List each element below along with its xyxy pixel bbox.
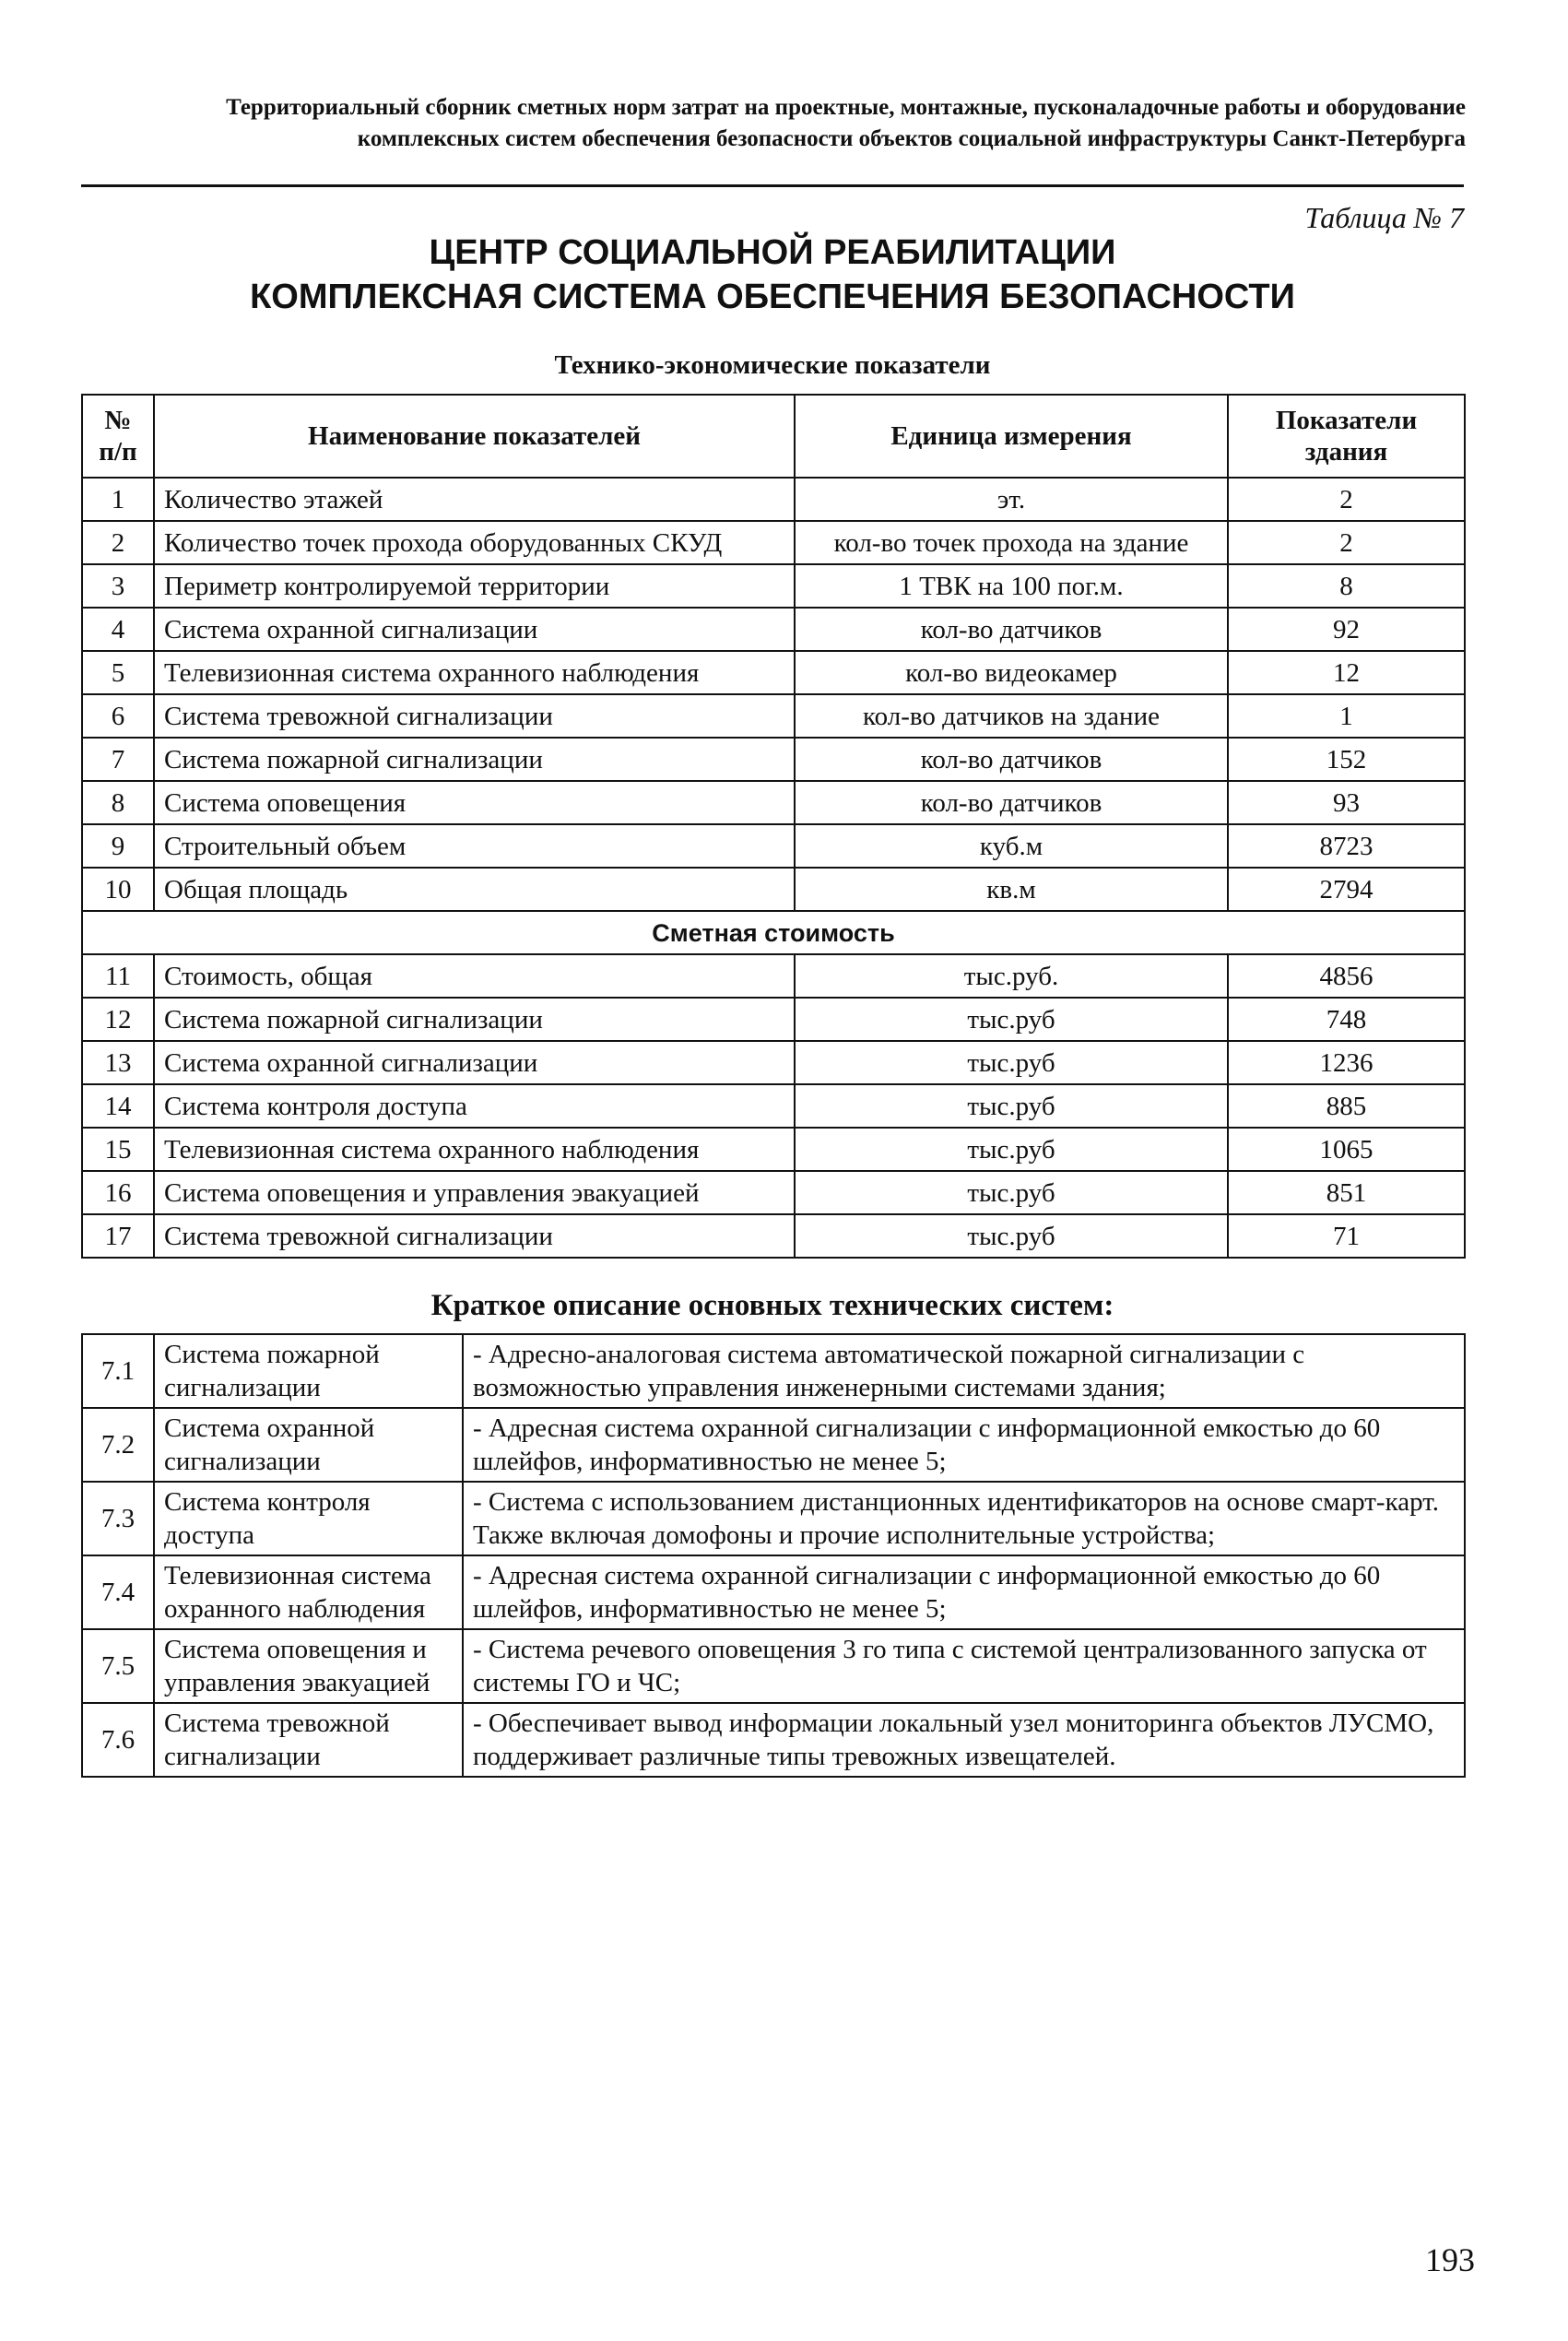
- unit-of-measure: тыс.руб.: [795, 954, 1228, 998]
- cost-row: [82, 1041, 1465, 1084]
- description-title: Краткое описание основных технических систем:: [430, 1289, 1114, 1322]
- col-header-num-line1: №: [104, 406, 132, 435]
- unit-of-measure: тыс.руб: [795, 1084, 1228, 1128]
- indicator-name: Система тревожной сигнализации: [154, 1214, 795, 1258]
- row-number: 3: [82, 564, 154, 608]
- unit-of-measure: кол-во датчиков: [795, 781, 1228, 824]
- indicator-value: 8723: [1228, 824, 1465, 868]
- indicator-row: [82, 608, 1465, 651]
- indicator-name: Строительный объем: [154, 824, 795, 868]
- indicator-name: Телевизионная система охранного наблюдения: [154, 651, 795, 694]
- description-row: [82, 1408, 1465, 1482]
- col-header-num-line2: п/п: [99, 437, 137, 467]
- system-description: - Система с использованием дистанционных идентификаторов на основе смарт-карт. Также включая домофоны и прочие исполнительные устройства;: [463, 1482, 1465, 1555]
- unit-of-measure: кол-во датчиков: [795, 608, 1228, 651]
- indicator-value: 2: [1228, 478, 1465, 521]
- description-number: 7.1: [82, 1334, 154, 1408]
- row-number: 8: [82, 781, 154, 824]
- unit-of-measure: кол-во точек прохода на здание: [795, 521, 1228, 564]
- indicator-row: [82, 824, 1465, 868]
- unit-of-measure: куб.м: [795, 824, 1228, 868]
- row-number: 12: [82, 998, 154, 1041]
- col-header-unit: Единица измерения: [795, 395, 1228, 478]
- indicator-row: [82, 738, 1465, 781]
- unit-of-measure: тыс.руб: [795, 998, 1228, 1041]
- indicator-value: 885: [1228, 1084, 1465, 1128]
- indicator-value: 1236: [1228, 1041, 1465, 1084]
- system-description: - Обеспечивает вывод информации локальный узел мониторинга объектов ЛУСМО, поддерживает различные типы тревожных извещателей.: [463, 1703, 1465, 1777]
- system-description: - Система речевого оповещения 3 го типа с системой централизованного запуска от системы ГО и ЧС;: [463, 1629, 1465, 1703]
- system-name: Система оповещения и управления эвакуацией: [154, 1629, 463, 1703]
- indicator-value: 2: [1228, 521, 1465, 564]
- indicator-row: [82, 781, 1465, 824]
- col-header-num: [82, 395, 154, 478]
- indicator-name: Система охранной сигнализации: [154, 1041, 795, 1084]
- col-header-value-line1: Показатели: [1275, 406, 1418, 435]
- indicator-value: 12: [1228, 651, 1465, 694]
- header-rule: [81, 184, 1464, 187]
- unit-of-measure: тыс.руб: [795, 1171, 1228, 1214]
- indicator-name: Система пожарной сигнализации: [154, 738, 795, 781]
- unit-of-measure: кол-во датчиков: [795, 738, 1228, 781]
- table-number: Таблица № 7: [1304, 201, 1464, 234]
- cost-row: [82, 998, 1465, 1041]
- table-subtitle: Технико-экономические показатели: [554, 350, 991, 380]
- indicator-value: 152: [1228, 738, 1465, 781]
- indicator-value: 1: [1228, 694, 1465, 738]
- col-header-value-line2: здания: [1304, 437, 1388, 467]
- indicator-name: Система охранной сигнализации: [154, 608, 795, 651]
- indicator-row: [82, 521, 1465, 564]
- unit-of-measure: кв.м: [795, 868, 1228, 911]
- system-name: Система пожарной сигнализации: [154, 1334, 463, 1408]
- indicator-value: 748: [1228, 998, 1465, 1041]
- indicator-row: [82, 868, 1465, 911]
- indicator-row: [82, 694, 1465, 738]
- indicators-table: [81, 394, 1466, 1259]
- indicator-value: 4856: [1228, 954, 1465, 998]
- indicator-row: [82, 478, 1465, 521]
- indicator-row: [82, 564, 1465, 608]
- cost-row: [82, 954, 1465, 998]
- description-number: 7.4: [82, 1555, 154, 1629]
- row-number: 15: [82, 1128, 154, 1171]
- indicator-name: Система оповещения: [154, 781, 795, 824]
- description-row: [82, 1555, 1465, 1629]
- indicator-name: Телевизионная система охранного наблюдения: [154, 1128, 795, 1171]
- description-row: [82, 1482, 1465, 1555]
- indicator-name: Система контроля доступа: [154, 1084, 795, 1128]
- indicator-row: [82, 651, 1465, 694]
- row-number: 2: [82, 521, 154, 564]
- system-description: - Адресная система охранной сигнализации с информационной емкостью до 60 шлейфов, информативностью не менее 5;: [463, 1555, 1465, 1629]
- running-header: [83, 92, 1466, 155]
- col-header-name: Наименование показателей: [154, 395, 795, 478]
- indicator-name: Стоимость, общая: [154, 954, 795, 998]
- row-number: 6: [82, 694, 154, 738]
- indicator-value: 8: [1228, 564, 1465, 608]
- unit-of-measure: 1 ТВК на 100 пог.м.: [795, 564, 1228, 608]
- indicator-value: 2794: [1228, 868, 1465, 911]
- title-line-2: КОМПЛЕКСНАЯ СИСТЕМА ОБЕСПЕЧЕНИЯ БЕЗОПАСНОСТИ: [250, 278, 1295, 316]
- row-number: 13: [82, 1041, 154, 1084]
- system-name: Система охранной сигнализации: [154, 1408, 463, 1482]
- indicators-header-row: [82, 395, 1465, 478]
- description-row: [82, 1703, 1465, 1777]
- system-description: - Адресная система охранной сигнализации с информационной емкостью до 60 шлейфов, информативностью не менее 5;: [463, 1408, 1465, 1482]
- indicator-name: Периметр контролируемой территории: [154, 564, 795, 608]
- page-number: 193: [1425, 2241, 1475, 2278]
- unit-of-measure: тыс.руб: [795, 1128, 1228, 1171]
- row-number: 1: [82, 478, 154, 521]
- indicator-name: Количество точек прохода оборудованных СКУД: [154, 521, 795, 564]
- cost-row: [82, 1128, 1465, 1171]
- page-title: [81, 231, 1464, 319]
- col-header-value: [1228, 395, 1465, 478]
- row-number: 10: [82, 868, 154, 911]
- row-number: 16: [82, 1171, 154, 1214]
- indicator-name: Количество этажей: [154, 478, 795, 521]
- indicator-value: 851: [1228, 1171, 1465, 1214]
- title-line-1: ЦЕНТР СОЦИАЛЬНОЙ РЕАБИЛИТАЦИИ: [429, 233, 1116, 272]
- indicator-name: Система тревожной сигнализации: [154, 694, 795, 738]
- unit-of-measure: тыс.руб: [795, 1214, 1228, 1258]
- system-name: Система контроля доступа: [154, 1482, 463, 1555]
- header-line-1: Территориальный сборник сметных норм затрат на проектные, монтажные, пусконаладочные работы и оборудование: [226, 95, 1466, 120]
- description-row: [82, 1334, 1465, 1408]
- indicator-value: 71: [1228, 1214, 1465, 1258]
- description-number: 7.6: [82, 1703, 154, 1777]
- row-number: 11: [82, 954, 154, 998]
- row-number: 9: [82, 824, 154, 868]
- description-number: 7.2: [82, 1408, 154, 1482]
- unit-of-measure: кол-во датчиков на здание: [795, 694, 1228, 738]
- cost-row: [82, 1171, 1465, 1214]
- indicator-value: 93: [1228, 781, 1465, 824]
- indicator-value: 1065: [1228, 1128, 1465, 1171]
- cost-row: [82, 1084, 1465, 1128]
- systems-description-table: [81, 1333, 1466, 1778]
- system-name: Система тревожной сигнализации: [154, 1703, 463, 1777]
- row-number: 14: [82, 1084, 154, 1128]
- unit-of-measure: эт.: [795, 478, 1228, 521]
- cost-row: [82, 1214, 1465, 1258]
- indicator-value: 92: [1228, 608, 1465, 651]
- description-number: 7.5: [82, 1629, 154, 1703]
- system-description: - Адресно-аналоговая система автоматической пожарной сигнализации с возможностью управления инженерными системами здания;: [463, 1334, 1465, 1408]
- description-row: [82, 1629, 1465, 1703]
- description-number: 7.3: [82, 1482, 154, 1555]
- row-number: 17: [82, 1214, 154, 1258]
- row-number: 4: [82, 608, 154, 651]
- row-number: 7: [82, 738, 154, 781]
- system-name: Телевизионная система охранного наблюдения: [154, 1555, 463, 1629]
- cost-section-heading: Сметная стоимость: [82, 911, 1465, 954]
- cost-section-row: [82, 911, 1465, 954]
- indicator-name: Общая площадь: [154, 868, 795, 911]
- row-number: 5: [82, 651, 154, 694]
- unit-of-measure: кол-во видеокамер: [795, 651, 1228, 694]
- indicator-name: Система пожарной сигнализации: [154, 998, 795, 1041]
- header-line-2: комплексных систем обеспечения безопасности объектов социальной инфраструктуры Санкт-Петербурга: [357, 126, 1466, 151]
- unit-of-measure: тыс.руб: [795, 1041, 1228, 1084]
- indicator-name: Система оповещения и управления эвакуацией: [154, 1171, 795, 1214]
